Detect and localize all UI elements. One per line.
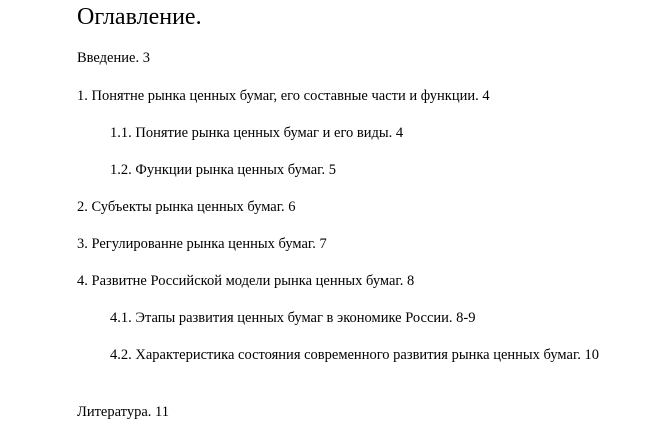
toc-entry-introduction: Введение. 3 [77, 50, 150, 66]
toc-entry-literature: Литература. 11 [77, 404, 169, 420]
toc-entry-chapter-2: 2. Субъекты рынка ценных бумаг. 6 [77, 199, 296, 215]
toc-entry-section-4-1: 4.1. Этапы развития ценных бумаг в экономике России. 8-9 [110, 310, 476, 326]
toc-entry-chapter-1: 1. Понятне рынка ценных бумаг, его составные части и функции. 4 [77, 88, 490, 104]
toc-entry-chapter-3: 3. Регулированне рынка ценных бумаг. 7 [77, 236, 327, 252]
toc-entry-section-1-2: 1.2. Функции рынка ценных бумаг. 5 [110, 162, 336, 178]
page-title: Оглавление. [77, 4, 202, 30]
toc-entry-section-1-1: 1.1. Понятие рынка ценных бумаг и его виды. 4 [110, 125, 404, 141]
toc-entry-section-4-2: 4.2. Характеристика состояния современного развития рынка ценных бумаг. 10 [110, 347, 600, 363]
toc-entry-chapter-4: 4. Развитне Российской модели рынка ценных бумаг. 8 [77, 273, 415, 289]
